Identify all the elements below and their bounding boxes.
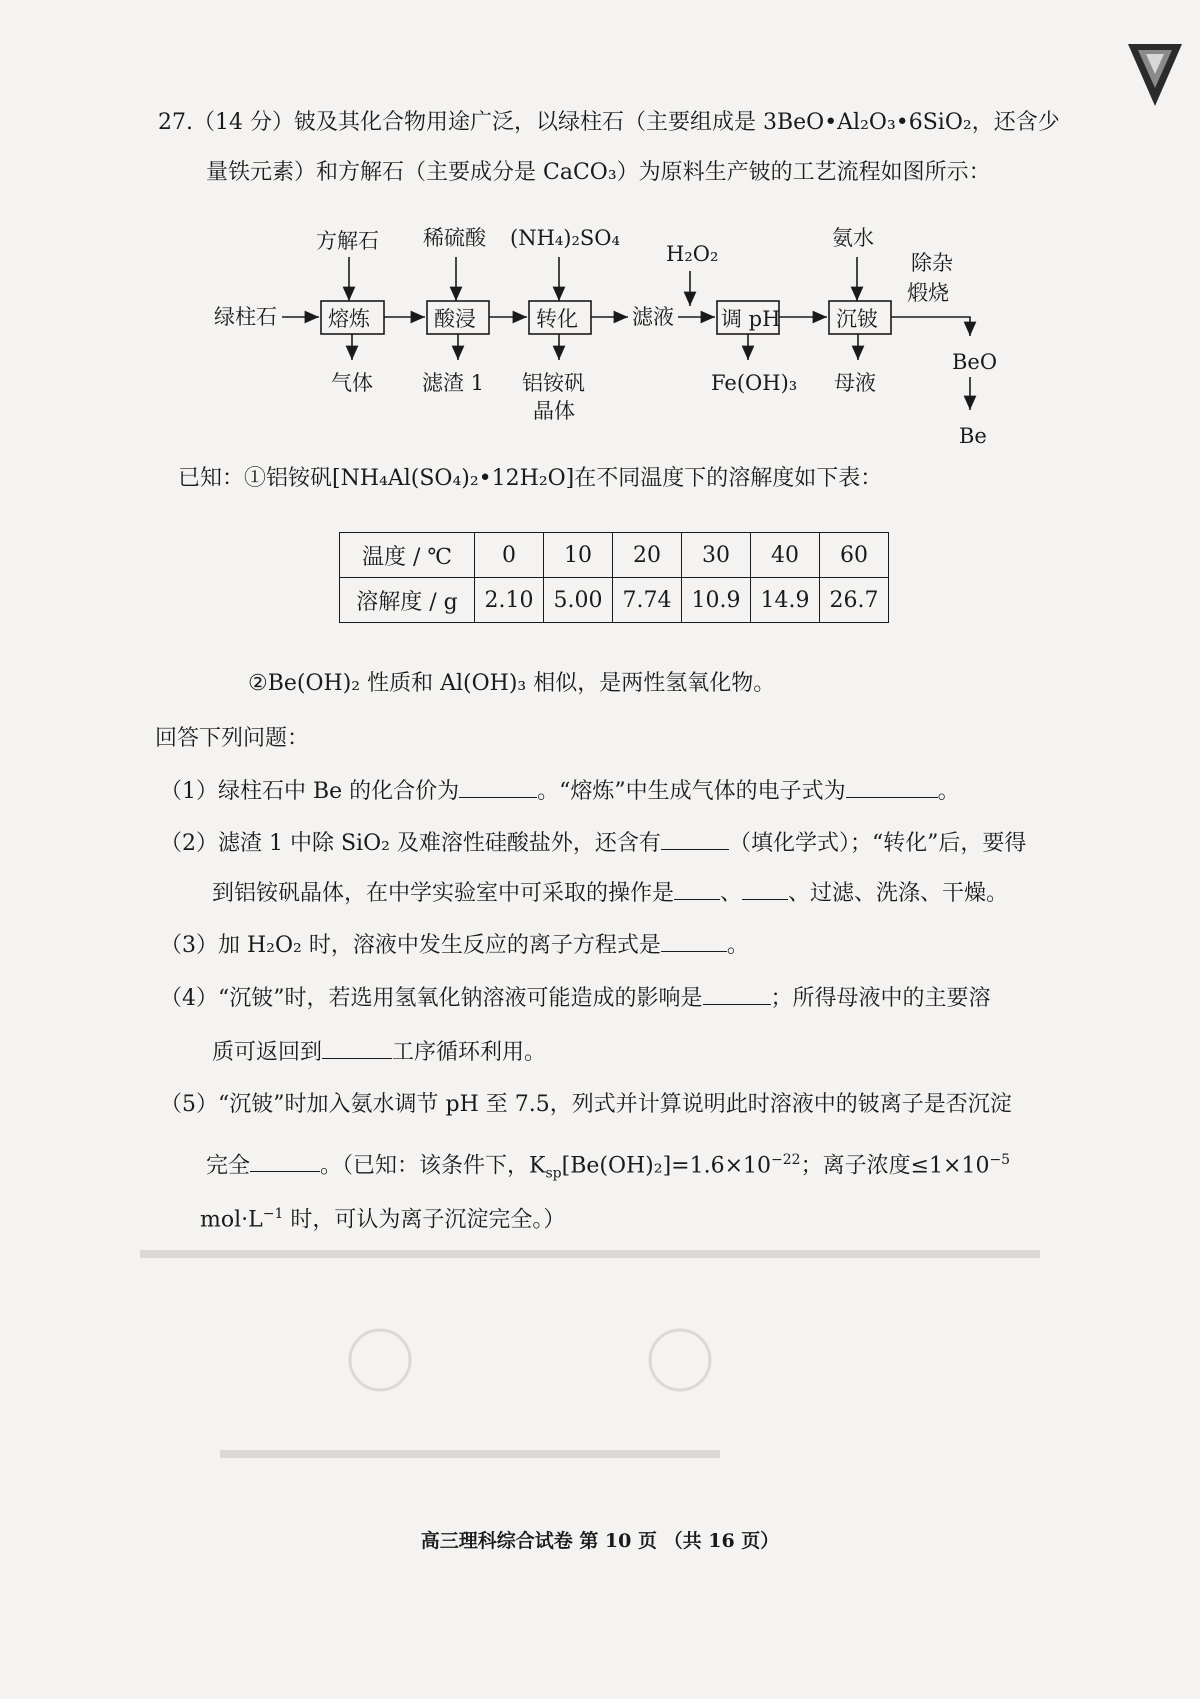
temperature-cell: 60 bbox=[820, 533, 889, 578]
solubility-cell: 5.00 bbox=[544, 578, 613, 623]
start-beryl: 绿柱石 bbox=[214, 305, 277, 329]
output-residue-1: 滤渣 1 bbox=[422, 371, 485, 395]
row-header-solubility: 溶解度 / g bbox=[340, 578, 475, 623]
table-row-temperature bbox=[340, 533, 889, 578]
answer-blank[interactable] bbox=[661, 929, 727, 952]
question-line-2: 量铁元素）和方解石（主要成分是 CaCO₃）为原料生产铍的工艺流程如图所示： bbox=[206, 160, 991, 185]
input-hydrogen-peroxide: H₂O₂ bbox=[666, 242, 719, 266]
output-mother-liquor: 母液 bbox=[834, 371, 876, 395]
input-dilute-sulfuric-acid: 稀硫酸 bbox=[423, 226, 486, 250]
temperature-cell: 20 bbox=[613, 533, 682, 578]
solubility-cell: 2.10 bbox=[475, 578, 544, 623]
question-item-2-cont: 到铝铵矾晶体，在中学实验室中可采取的操作是 、 、过滤、洗涤、干燥。 bbox=[212, 877, 1008, 909]
answer-blank[interactable] bbox=[250, 1149, 320, 1172]
step-smelt: 熔炼 bbox=[328, 307, 370, 331]
row-header-temperature: 温度 / ℃ bbox=[340, 533, 475, 578]
output-alum-line-2: 晶体 bbox=[533, 399, 575, 423]
solubility-cell: 26.7 bbox=[820, 578, 889, 623]
corner-mark-icon bbox=[1124, 40, 1186, 110]
answer-blank[interactable] bbox=[742, 877, 788, 900]
question-item-4-cont: 质可返回到 工序循环利用。 bbox=[212, 1036, 546, 1068]
bleed-through-shadow bbox=[140, 1250, 1040, 1480]
solubility-cell: 14.9 bbox=[751, 578, 820, 623]
temperature-cell: 0 bbox=[475, 533, 544, 578]
question-item-5-end: $mol\cdot L^{-1}$ 时，可认为离子沉淀完全。） bbox=[200, 1206, 566, 1233]
question-item-1: （1）绿柱石中 Be 的化合价为 。“熔炼”中生成气体的电子式为 。 bbox=[160, 775, 960, 807]
page-footer: 高三理科综合试卷 第 10 页 （共 16 页） bbox=[420, 1530, 780, 1552]
input-calcine: 煅烧 bbox=[907, 281, 949, 305]
output-gas: 气体 bbox=[331, 371, 373, 395]
step-adjust-ph: 调 pH bbox=[721, 307, 781, 331]
step-precipitate-be: 沉铍 bbox=[836, 307, 878, 331]
output-beryllium-oxide: BeO bbox=[952, 350, 998, 374]
solubility-table bbox=[339, 532, 889, 623]
solubility-cell: 10.9 bbox=[682, 578, 751, 623]
step-convert: 转化 bbox=[536, 307, 578, 331]
question-item-3: （3）加 H₂O₂ 时，溶液中发生反应的离子方程式是 。 bbox=[160, 929, 749, 961]
known-note-2: ②Be(OH)₂ 性质和 Al(OH)₃ 相似，是两性氢氧化物。 bbox=[248, 671, 776, 696]
question-item-2: （2）滤渣 1 中除 SiO₂ 及难溶性硅酸盐外，还含有 （填化学式）；“转化”后，要得 bbox=[160, 827, 1026, 859]
input-ammonium-sulfate: (NH₄)₂SO₄ bbox=[510, 226, 620, 250]
answer-blank[interactable] bbox=[322, 1036, 392, 1059]
known-note-1: 已知：①铝铵矾[NH₄Al(SO₄)₂•12H₂O]在不同温度下的溶解度如下表： bbox=[178, 466, 883, 491]
process-flow-diagram bbox=[0, 215, 1200, 460]
step-filtrate: 滤液 bbox=[632, 305, 674, 329]
question-line-1: 27.（14 分）铍及其化合物用途广泛，以绿柱石（主要组成是 3BeO•Al₂O₃•6SiO₂，还含少 bbox=[158, 110, 1060, 135]
temperature-cell: 40 bbox=[751, 533, 820, 578]
temperature-cell: 10 bbox=[544, 533, 613, 578]
question-item-4: （4）“沉铍”时，若选用氢氧化钠溶液可能造成的影响是 ；所得母液中的主要溶 bbox=[160, 982, 991, 1014]
solubility-cell: 7.74 bbox=[613, 578, 682, 623]
answer-blank[interactable] bbox=[703, 982, 771, 1005]
answer-blank[interactable] bbox=[674, 877, 720, 900]
input-ammonia: 氨水 bbox=[832, 226, 874, 250]
output-iron-hydroxide: Fe(OH)₃ bbox=[711, 371, 798, 395]
input-purify: 除杂 bbox=[911, 251, 953, 275]
step-acid-leach: 酸浸 bbox=[434, 307, 476, 331]
question-item-5-cont: 完全 。（已知：该条件下，$K_{sp}[Be(OH)_2]=1.6\times 10^{-22}$；离子浓度$\le 1\times 10^{-5}$ bbox=[206, 1145, 1010, 1189]
table-row-solubility bbox=[340, 578, 889, 623]
answer-blank[interactable] bbox=[459, 775, 537, 798]
question-item-5: （5）“沉铍”时加入氨水调节 pH 至 7.5，列式并计算说明此时溶液中的铍离子是否沉淀 bbox=[160, 1092, 1012, 1117]
output-beryllium: Be bbox=[959, 424, 987, 448]
answer-blank[interactable] bbox=[661, 827, 729, 850]
output-alum-line-1: 铝铵矾 bbox=[522, 371, 585, 395]
input-calcite: 方解石 bbox=[316, 229, 379, 253]
answer-intro: 回答下列问题： bbox=[155, 726, 310, 751]
temperature-cell: 30 bbox=[682, 533, 751, 578]
answer-blank[interactable] bbox=[846, 775, 938, 798]
